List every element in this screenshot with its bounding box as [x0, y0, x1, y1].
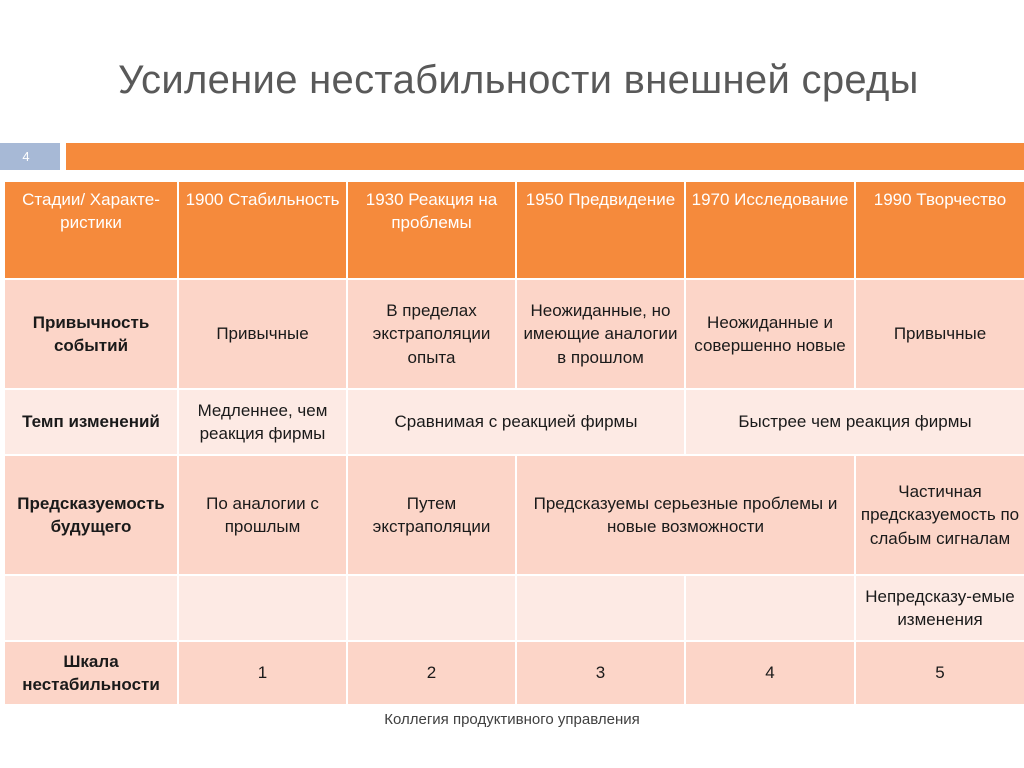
header-cell-1900: 1900 Стабильность — [178, 181, 347, 279]
cell-familiarity-1950: Неожиданные, но имеющие аналогии в прошлом — [516, 279, 685, 389]
cell-unpredictable-label — [4, 575, 178, 641]
cell-familiarity-1900: Привычные — [178, 279, 347, 389]
slide-number-badge — [0, 143, 60, 170]
cell-scale-1950: 3 — [516, 641, 685, 705]
header-cell-stages: Стадии/ Характе-ристики — [4, 181, 178, 279]
cell-unpredictable-1990: Непредсказу-емые изменения — [855, 575, 1024, 641]
cell-scale-1990: 5 — [855, 641, 1024, 705]
table-row-predictability — [4, 455, 1024, 575]
cell-scale-1970: 4 — [685, 641, 855, 705]
table-row-familiarity — [4, 279, 1024, 389]
cell-scale-1900: 1 — [178, 641, 347, 705]
instability-table — [3, 180, 1024, 706]
cell-pace-1900: Медленнее, чем реакция фирмы — [178, 389, 347, 455]
table-row-unpredictable — [4, 575, 1024, 641]
slide-number: 4 — [22, 149, 30, 164]
cell-unpredictable-1900 — [178, 575, 347, 641]
cell-unpredictable-1950 — [516, 575, 685, 641]
cell-familiarity-1990: Привычные — [855, 279, 1024, 389]
cell-predictability-1990: Частичная предсказуемость по слабым сигналам — [855, 455, 1024, 575]
table-header-row — [4, 181, 1024, 279]
cell-scale-1930: 2 — [347, 641, 516, 705]
header-cell-1930: 1930 Реакция на проблемы — [347, 181, 516, 279]
cell-pace-1970-1990: Быстрее чем реакция фирмы — [685, 389, 1024, 455]
cell-pace-1930-1950: Сравнимая с реакцией фирмы — [347, 389, 685, 455]
table-row-pace — [4, 389, 1024, 455]
footer-text: Коллегия продуктивного управления — [384, 711, 640, 728]
cell-unpredictable-1930 — [347, 575, 516, 641]
header-cell-1970: 1970 Исследование — [685, 181, 855, 279]
accent-bar — [66, 143, 1024, 170]
row-label-pace: Темп изменений — [4, 389, 178, 455]
cell-predictability-1950-1970: Предсказуемы серьезные проблемы и новые возможности — [516, 455, 855, 575]
slide-title: Усиление нестабильности внешней среды — [118, 58, 919, 102]
cell-familiarity-1930: В пределах экстраполяции опыта — [347, 279, 516, 389]
row-label-familiarity: Привычность событий — [4, 279, 178, 389]
cell-familiarity-1970: Неожиданные и совершенно новые — [685, 279, 855, 389]
header-cell-1950: 1950 Предвидение — [516, 181, 685, 279]
table-row-scale — [4, 641, 1024, 705]
cell-predictability-1900: По аналогии с прошлым — [178, 455, 347, 575]
row-label-predictability: Предсказуемость будущего — [4, 455, 178, 575]
cell-unpredictable-1970 — [685, 575, 855, 641]
cell-predictability-1930: Путем экстраполяции — [347, 455, 516, 575]
header-cell-1990: 1990 Творчество — [855, 181, 1024, 279]
row-label-scale: Шкала нестабильности — [4, 641, 178, 705]
